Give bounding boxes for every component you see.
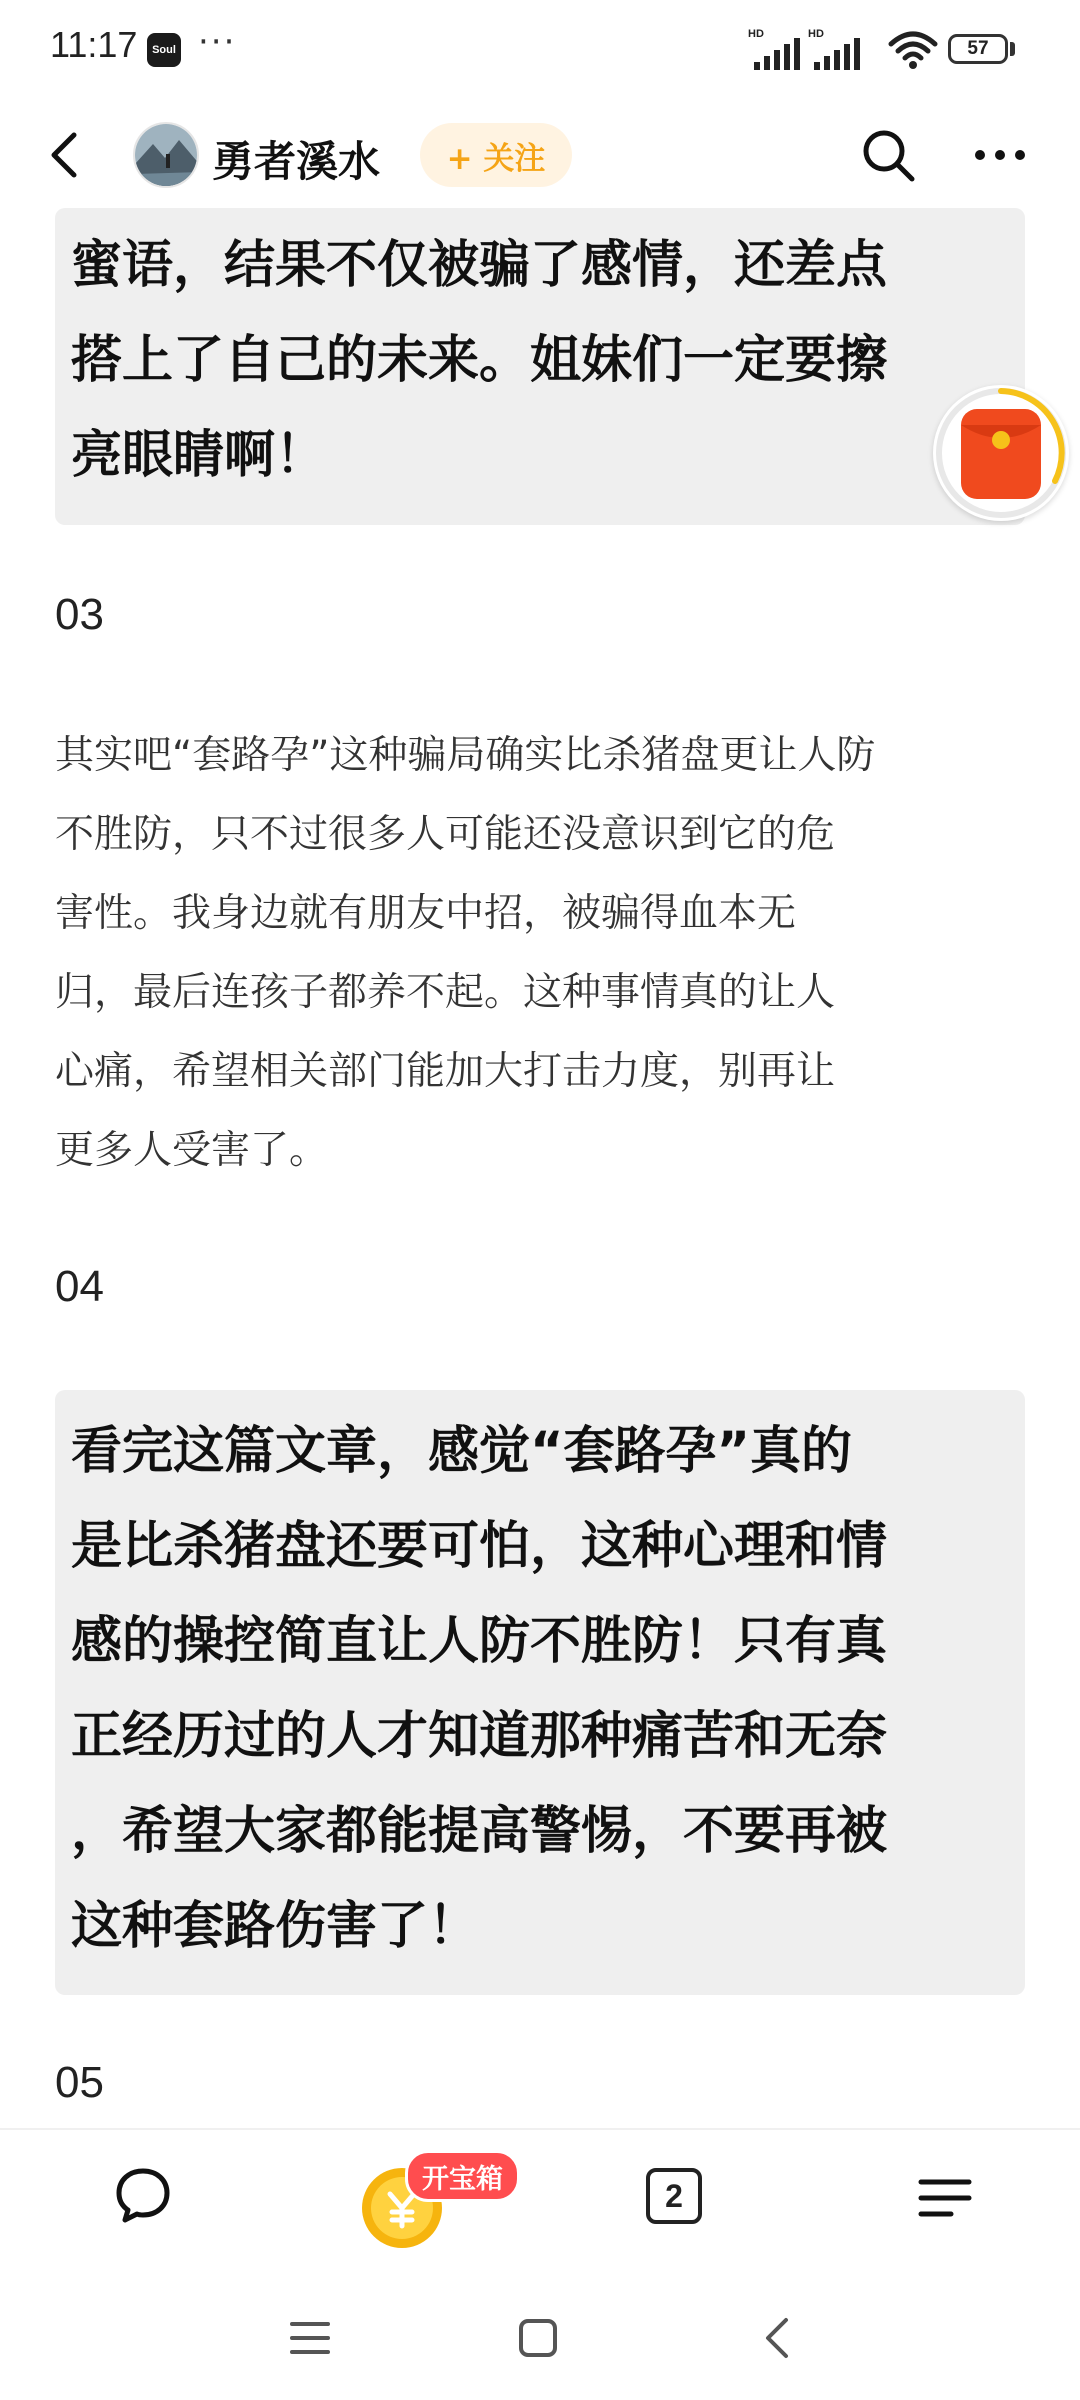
system-back-icon[interactable] [748, 2308, 808, 2368]
battery-icon: 57 [948, 34, 1008, 64]
menu-icon[interactable] [915, 2168, 975, 2228]
quote-line: 搭上了自己的未来。姐妹们一定要擦 [71, 331, 888, 390]
home-icon[interactable] [508, 2308, 568, 2368]
paragraph-line: 归，最后连孩子都养不起。这种事情真的让人 [55, 970, 836, 1015]
quote-line: 感的操控简直让人防不胜防！只有真 [71, 1612, 888, 1671]
quote-line: ，希望大家都能提高警惕，不要再被 [71, 1802, 888, 1861]
paragraph-line: 其实吧“套路孕”这种骗局确实比杀猪盘更让人防 [55, 733, 876, 778]
hd-label: HD [808, 28, 824, 40]
status-bar [0, 0, 1080, 100]
status-more-icon: ··· [198, 22, 237, 62]
quote-block [55, 208, 1025, 525]
avatar[interactable] [133, 122, 199, 188]
paragraph-line: 心痛，希望相关部门能加大打击力度，别再让 [55, 1049, 836, 1094]
quote-line: 是比杀猪盘还要可怕，这种心理和情 [71, 1517, 888, 1576]
paragraph-line: 害性。我身边就有朋友中招，被骗得血本无 [55, 891, 797, 936]
quote-line: 蜜语，结果不仅被骗了感情，还差点 [71, 236, 888, 295]
section-number-04: 04 [55, 1262, 104, 1311]
more-icon[interactable] [970, 125, 1030, 185]
username[interactable]: 勇者溪水 [212, 137, 381, 186]
status-time: 11:17 [50, 24, 138, 65]
paragraph-line: 不胜防，只不过很多人可能还没意识到它的危 [55, 812, 836, 857]
comment-icon[interactable] [113, 2165, 173, 2225]
back-icon[interactable] [40, 127, 90, 183]
system-nav-bar [0, 2278, 1080, 2400]
soul-app-icon: Soul [147, 33, 181, 67]
bottom-action-bar [0, 2128, 1080, 2280]
section-number-03: 03 [55, 590, 104, 639]
app-header [0, 105, 1080, 205]
quote-line: 看完这篇文章，感觉“套路孕”真的 [71, 1422, 853, 1481]
follow-button[interactable]: + 关注 [420, 123, 572, 187]
paragraph-03 [55, 716, 1035, 1190]
quote-line: 正经历过的人才知道那种痛苦和无奈 [71, 1707, 888, 1766]
quote-line: 亮眼睛啊！ [71, 426, 327, 485]
page-count-icon[interactable]: 2 [646, 2168, 702, 2224]
wifi-icon [888, 30, 938, 70]
treasure-box-badge[interactable]: 开宝箱 [405, 2150, 520, 2202]
recent-apps-icon[interactable] [280, 2308, 340, 2368]
hd-label: HD [748, 28, 764, 40]
paragraph-line: 更多人受害了。 [55, 1128, 329, 1173]
section-number-05: 05 [55, 2058, 104, 2107]
quote-line: 这种套路伤害了！ [71, 1897, 480, 1956]
quote-block [55, 1390, 1025, 1995]
battery-cap [1010, 42, 1015, 56]
search-icon[interactable] [858, 125, 918, 185]
red-packet-widget[interactable] [933, 385, 1069, 521]
